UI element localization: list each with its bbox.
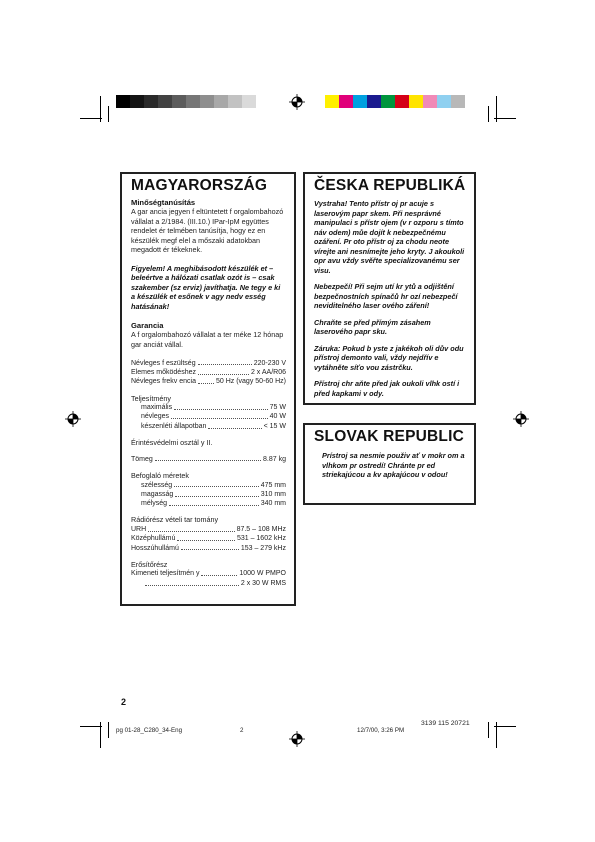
- footer-date: 12/7/00, 3:26 PM: [357, 727, 405, 734]
- spec-label: URH: [131, 526, 147, 533]
- color-swatch: [381, 95, 395, 108]
- color-swatch: [130, 95, 144, 108]
- spec-value: 40 W: [269, 413, 286, 421]
- spec-row: [131, 534, 286, 543]
- spec-label: mélység: [141, 500, 168, 508]
- protection-class: Érintésvédelmi osztál y II.: [131, 438, 213, 448]
- spec-value: 2 x AA/R06: [250, 368, 286, 376]
- color-swatch: [228, 95, 242, 108]
- spec-value: 153 – 279 kHz: [240, 544, 286, 552]
- leader-dots: [175, 490, 258, 497]
- color-swatch: [186, 95, 200, 108]
- sk-paragraph: Prístroj sa nesmie použiv ať v mokr om a vlhkom pr ostredí! Chránte pr ed striekajúcou a kv apkajúcou v odou!: [322, 451, 465, 479]
- spec-list: [131, 403, 286, 431]
- spec-value: 50 Hz (vagy 50-60 Hz): [215, 378, 286, 386]
- spec-value: 75 W: [269, 404, 286, 412]
- spec-value: 531 – 1602 kHz: [236, 535, 286, 543]
- spec-row: [131, 525, 286, 534]
- color-swatch: [353, 95, 367, 108]
- color-swatch: [437, 95, 451, 108]
- cz-paragraph: Přístroj chr aňte před jak oukoli vlhk ostí i před kapkami v ody.: [314, 379, 460, 398]
- spec-row: [131, 368, 286, 377]
- spec-label: maximális: [141, 404, 173, 412]
- spec-row: [131, 579, 286, 588]
- footer-page: 2: [240, 727, 244, 734]
- spec-label: magasság: [141, 490, 174, 498]
- registration-mark-icon: [513, 411, 529, 427]
- leader-dots: [145, 579, 239, 586]
- color-swatch: [172, 95, 186, 108]
- page-number: 2: [121, 697, 127, 707]
- cz-paragraph: Chraňte se před přímým zásahem laserového papr sku.: [314, 317, 431, 336]
- cz-paragraph: Vystraha! Tento přístr oj pr acuje s laserovým papr skem. Při nesprávné manipulaci s přístr ojem (v r ozporu s tímto náv odem) můe dojít k nebezpečnému ozáření. Pr oto přístr oj za chodu neote vírejte ani nesnímejte jeho kryty. J akoukoli opr avu vždy svěřte specializovanému ser visu.: [314, 199, 465, 275]
- color-swatch: [409, 95, 423, 108]
- spec-value: 1000 W PMPO: [239, 570, 286, 578]
- spec-value: 475 mm: [260, 481, 286, 489]
- color-swatch: [395, 95, 409, 108]
- spec-row: [131, 569, 286, 578]
- color-swatch: [242, 95, 256, 108]
- spec-value: < 15 W: [263, 422, 286, 430]
- section-title: MAGYARORSZÁG: [131, 177, 268, 194]
- color-swatch: [423, 95, 437, 108]
- leader-dots: [171, 412, 268, 419]
- leader-dots: [198, 359, 252, 366]
- spec-row: [131, 412, 286, 421]
- leader-dots: [174, 481, 259, 488]
- color-swatch: [144, 95, 158, 108]
- spec-label: Névleges frekv encia: [131, 378, 196, 386]
- warranty-title: Garancia: [131, 321, 164, 331]
- section-title: ČESKA REPUBLIKÁ: [314, 177, 466, 194]
- hungary-section: [120, 172, 296, 606]
- spec-value: 8.87 kg: [263, 455, 286, 463]
- leader-dots: [198, 377, 214, 384]
- leader-dots: [201, 569, 237, 576]
- color-swatch: [451, 95, 465, 108]
- leader-dots: [155, 455, 261, 462]
- spec-label: Tömeg: [131, 455, 153, 463]
- spec-value: 340 mm: [260, 500, 286, 508]
- color-swatch: [214, 95, 228, 108]
- leader-dots: [169, 499, 259, 506]
- quality-text: A gar ancia jegyen f eltüntetett f orgalombahozó vállalat a 2/1984. (III.10.) IPar-IpM együttes rendelet ér telmében tanúsítja, hogy ez en készülék megf elel a mőszaki adatokban megadott ér tékeknek.: [131, 207, 284, 255]
- registration-mark-icon: [289, 731, 305, 747]
- spec-label: Kimeneti teljesítmén y: [131, 570, 200, 578]
- spec-list: [131, 359, 286, 387]
- quality-title: Minőségtanúsítás: [131, 198, 196, 207]
- spec-row: [131, 490, 286, 499]
- spec-label: Középhullámú: [131, 535, 176, 543]
- color-swatch: [339, 95, 353, 108]
- spec-label: szélesség: [141, 481, 173, 489]
- spec-list: [131, 481, 286, 509]
- spec-row: [131, 481, 286, 490]
- crop-mark: [108, 106, 109, 122]
- amplifier-title: Erősítőrész: [131, 559, 168, 569]
- spec-label: Elemes mőködéshez: [131, 368, 196, 376]
- section-title: SLOVAK REPUBLIC: [314, 428, 464, 445]
- spec-row: [131, 422, 286, 431]
- crop-mark: [80, 726, 102, 727]
- crop-mark: [488, 722, 489, 738]
- spec-value: 310 mm: [260, 490, 286, 498]
- slovak-section: [303, 423, 476, 505]
- spec-row: [131, 499, 286, 508]
- color-swatch: [116, 95, 130, 108]
- leader-dots: [177, 534, 235, 541]
- spec-value: 220-230 V: [253, 359, 286, 367]
- color-swatch: [367, 95, 381, 108]
- spec-row: [131, 455, 286, 464]
- registration-mark-icon: [289, 94, 305, 110]
- cz-paragraph: Nebezpečí! Při sejm utí kr ytů a odjištění bezpečnostních spínačů hr ozí nebezpečí neviditelného laser ového záření!: [314, 282, 458, 310]
- footer-filename: pg 01-28_C280_34-Eng: [116, 727, 183, 734]
- leader-dots: [208, 422, 261, 429]
- spec-label: névleges: [141, 413, 170, 421]
- crop-mark: [108, 722, 109, 738]
- color-swatch: [158, 95, 172, 108]
- crop-mark: [494, 726, 516, 727]
- spec-list: [131, 569, 286, 588]
- spec-list: [131, 455, 286, 464]
- hu-warning: Figyelem! A meghibásodott készülék et – beleértve a hálózati csatlak ozót is – csak szakember (sz erviz) javíthatja. Ne tegy e ki a készülék et esőnek v agy nedv esség hatásának!: [131, 263, 281, 311]
- footer-code: 3139 115 20721: [421, 720, 470, 727]
- leader-dots: [174, 403, 268, 410]
- color-swatch: [200, 95, 214, 108]
- spec-value: 2 x 30 W RMS: [240, 579, 286, 587]
- spec-row: [131, 359, 286, 368]
- crop-mark: [494, 118, 516, 119]
- dimensions-title: Befoglaló méretek: [131, 470, 189, 480]
- spec-list: [131, 525, 286, 553]
- spec-value: 87.5 – 108 MHz: [236, 526, 286, 533]
- cz-paragraph: Záruka: Pokud b yste z jakékoh oli dův odu přístroj demonto vali, vždy nejdřív e vytáhněte síťo vou zástrčku.: [314, 343, 464, 372]
- radio-title: Rádiórész vételi tar tomány: [131, 515, 219, 525]
- spec-label: készenléti állapotban: [141, 422, 207, 430]
- spec-row: [131, 544, 286, 553]
- spec-label: Névleges f eszültség: [131, 359, 196, 367]
- spec-row: [131, 403, 286, 412]
- crop-mark: [488, 106, 489, 122]
- leader-dots: [148, 525, 234, 532]
- color-swatch: [325, 95, 339, 108]
- czech-section: [303, 172, 476, 405]
- crop-mark: [80, 118, 102, 119]
- leader-dots: [181, 544, 239, 551]
- warranty-text: A f orgalombahozó vállalat a ter méke 12 hónap gar anciát vállal.: [131, 330, 284, 350]
- power-title: Teljesítmény: [131, 393, 171, 403]
- spec-label: Hosszúhullámú: [131, 544, 179, 552]
- spec-row: [131, 377, 286, 386]
- leader-dots: [198, 368, 249, 375]
- registration-mark-icon: [65, 411, 81, 427]
